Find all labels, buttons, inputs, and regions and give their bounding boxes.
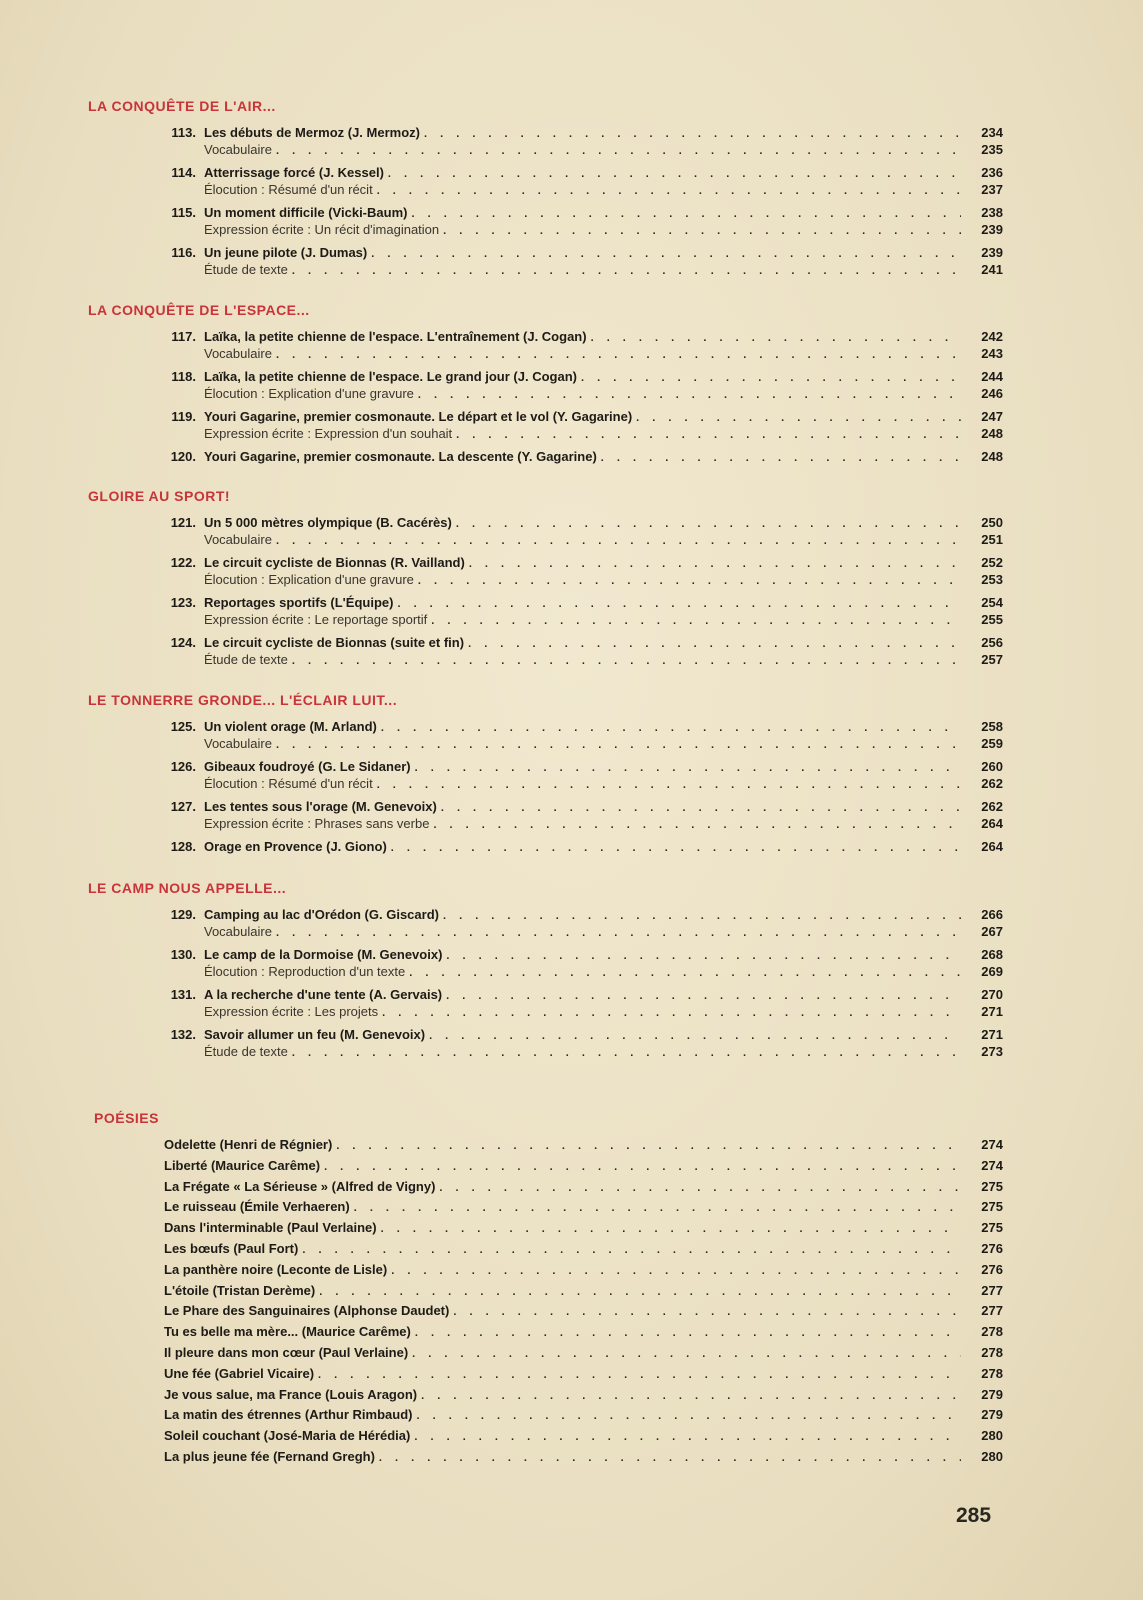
poem-title: Une fée (Gabriel Vicaire) [164, 1365, 315, 1381]
toc-entry [150, 368, 1003, 385]
toc-subentry [204, 141, 1003, 158]
subentry-title: Expression écrite : Un récit d'imagination [204, 222, 440, 237]
leader-dots [433, 817, 961, 834]
subentry-page: 243 [981, 346, 1003, 361]
entry-number: 119. [171, 409, 196, 424]
toc-entry [150, 1026, 1003, 1043]
poem-entry [164, 1261, 1003, 1278]
leader-dots [421, 1388, 961, 1405]
entry-number: 116. [171, 245, 196, 260]
leader-dots [391, 1263, 961, 1280]
entry-page: 238 [981, 205, 1003, 220]
leader-dots [415, 1325, 961, 1342]
poem-title: La plus jeune fée (Fernand Gregh) [164, 1449, 375, 1464]
poem-entry [164, 1344, 1003, 1361]
poem-title: La matin des étrennes (Arthur Rimbaud) [164, 1407, 413, 1423]
leader-dots [377, 183, 961, 200]
entry-page: 264 [981, 839, 1003, 854]
subentry-page: 262 [981, 776, 1003, 791]
poem-title: Il pleure dans mon cœur (Paul Verlaine) [164, 1345, 409, 1360]
section-heading: GLOIRE AU SPORT! [88, 488, 231, 504]
poem-title: Je vous salue, ma France (Louis Aragon) [164, 1386, 418, 1402]
toc-subentry [204, 345, 1003, 362]
entry-page: 252 [981, 555, 1003, 570]
entry-page: 244 [981, 369, 1003, 384]
entry-title: Le circuit cycliste de Bionnas (suite et fin) [204, 635, 465, 650]
leader-dots [292, 653, 961, 670]
subentry-page: 273 [981, 1044, 1003, 1059]
subentry-title: Étude de texte [204, 652, 288, 667]
poem-title: Le Phare des Sanguinaires (Alphonse Daudet) [164, 1303, 450, 1319]
toc-entry [150, 124, 1003, 141]
toc-entry [150, 408, 1003, 425]
leader-dots [318, 1367, 961, 1384]
poem-page: 278 [981, 1365, 1003, 1381]
entry-page: 248 [981, 449, 1003, 464]
leader-dots [377, 777, 961, 794]
entry-title: Un moment difficile (Vicki-Baum) [204, 205, 408, 220]
poem-page: 276 [981, 1261, 1003, 1277]
toc-subentry [204, 571, 1003, 588]
poem-entry [164, 1323, 1003, 1340]
subentry-page: 269 [981, 964, 1003, 979]
subentry-page: 267 [981, 924, 1003, 939]
subentry-title: Vocabulaire [204, 736, 272, 751]
poem-title: Le ruisseau (Émile Verhaeren) [164, 1199, 350, 1215]
leader-dots [418, 573, 961, 590]
toc-entry [150, 204, 1003, 221]
entry-page: 239 [981, 245, 1003, 260]
poem-entry [164, 1406, 1003, 1423]
toc-entry [150, 448, 1003, 465]
entry-page: 268 [981, 947, 1003, 962]
poem-page: 280 [981, 1428, 1003, 1444]
entry-title: A la recherche d'une tente (A. Gervais) [204, 987, 443, 1002]
entry-page: 258 [981, 719, 1003, 734]
subentry-title: Vocabulaire [204, 924, 272, 939]
toc-entry [150, 514, 1003, 531]
entry-title: Gibeaux foudroyé (G. Le Sidaner) [204, 759, 411, 774]
leader-dots [418, 387, 961, 404]
toc-subentry [204, 425, 1003, 442]
poem-entry [164, 1282, 1003, 1299]
poem-page: 279 [981, 1407, 1003, 1423]
leader-dots [276, 925, 961, 942]
poem-entry [164, 1448, 1003, 1465]
toc-entry [150, 838, 1003, 855]
poem-title: Liberté (Maurice Carême) [164, 1157, 321, 1173]
leader-dots [276, 347, 961, 364]
toc-subentry [204, 221, 1003, 238]
page-number: 285 [956, 1504, 992, 1527]
entry-page: 270 [981, 987, 1003, 1002]
toc-subentry [204, 385, 1003, 402]
poem-page: 279 [981, 1386, 1003, 1402]
entry-number: 115. [171, 205, 196, 220]
poem-page: 275 [981, 1220, 1003, 1236]
entry-title: Laïka, la petite chienne de l'espace. L'entraînement (J. Cogan) [204, 329, 587, 344]
toc-subentry [204, 531, 1003, 548]
entry-title: Youri Gagarine, premier cosmonaute. Le départ et le vol (Y. Gagarine) [204, 409, 633, 424]
poem-entry [164, 1240, 1003, 1257]
poem-page: 275 [981, 1178, 1003, 1194]
leader-dots [453, 1304, 961, 1321]
leader-dots [382, 1005, 961, 1022]
leader-dots [354, 1200, 961, 1217]
leader-dots [414, 1429, 961, 1446]
entry-page: 271 [981, 1027, 1003, 1042]
entry-title: Savoir allumer un feu (M. Genevoix) [204, 1027, 426, 1042]
subentry-title: Étude de texte [204, 1044, 288, 1059]
leader-dots [409, 965, 961, 982]
entry-title: Les débuts de Mermoz (J. Mermoz) [204, 125, 420, 140]
section-heading: LE CAMP NOUS APPELLE... [88, 880, 287, 896]
subentry-title: Élocution : Explication d'une gravure [204, 572, 414, 587]
poem-title: La Frégate « La Sérieuse » (Alfred de Vigny) [164, 1178, 436, 1194]
entry-number: 126. [170, 759, 196, 774]
entry-page: 242 [981, 329, 1003, 344]
subentry-page: 257 [981, 652, 1003, 667]
poem-title: Odelette (Henri de Régnier) [164, 1137, 333, 1152]
toc-subentry [204, 735, 1003, 752]
toc-entry [150, 718, 1003, 735]
entry-page: 256 [981, 635, 1003, 650]
subentry-page: 248 [981, 426, 1003, 441]
poem-entry [164, 1136, 1003, 1153]
subentry-title: Expression écrite : Les projets [204, 1004, 379, 1019]
entry-title: Orage en Provence (J. Giono) [204, 839, 387, 854]
poem-entry [164, 1386, 1003, 1403]
leader-dots [456, 427, 961, 444]
entry-page: 254 [981, 595, 1003, 610]
poem-entry [164, 1302, 1003, 1319]
leader-dots [292, 1045, 961, 1062]
section-heading: LE TONNERRE GRONDE... L'ÉCLAIR LUIT... [88, 692, 398, 708]
entry-page: 260 [981, 759, 1003, 774]
section-heading: LA CONQUÊTE DE L'ESPACE... [88, 302, 310, 318]
subentry-page: 255 [981, 612, 1003, 627]
poem-title: L'étoile (Tristan Derème) [164, 1282, 316, 1298]
entry-title: Youri Gagarine, premier cosmonaute. La descente (Y. Gagarine) [204, 449, 597, 464]
leader-dots [439, 1180, 961, 1197]
toc-subentry [204, 815, 1003, 832]
toc-entry [150, 634, 1003, 651]
poem-entry [164, 1365, 1003, 1382]
subentry-page: 264 [981, 816, 1003, 831]
subentry-title: Élocution : Reproduction d'un texte [204, 964, 406, 979]
entry-number: 122. [170, 555, 196, 570]
poem-entry [164, 1427, 1003, 1444]
toc-subentry [204, 775, 1003, 792]
entry-number: 124. [170, 635, 196, 650]
toc-entry [150, 946, 1003, 963]
entry-title: Laïka, la petite chienne de l'espace. Le grand jour (J. Cogan) [204, 369, 577, 384]
poem-entry [164, 1198, 1003, 1215]
toc-entry [150, 594, 1003, 611]
poem-page: 276 [981, 1241, 1003, 1256]
leader-dots [391, 840, 961, 857]
leader-dots [276, 737, 961, 754]
leader-dots [379, 1450, 961, 1467]
entry-page: 250 [981, 515, 1003, 530]
entry-number: 131. [170, 987, 196, 1002]
subentry-page: 241 [981, 262, 1003, 277]
toc-subentry [204, 611, 1003, 628]
toc-subentry [204, 1043, 1003, 1060]
entry-title: Camping au lac d'Orédon (G. Giscard) [204, 907, 439, 922]
subentry-title: Élocution : Résumé d'un récit [204, 776, 373, 791]
entry-page: 234 [981, 125, 1003, 140]
subentry-page: 259 [981, 736, 1003, 751]
subentry-title: Élocution : Résumé d'un récit [204, 182, 373, 197]
poem-entry [164, 1157, 1003, 1174]
subentry-page: 271 [981, 1004, 1003, 1019]
subentry-title: Étude de texte [204, 262, 288, 277]
entry-number: 117. [171, 329, 196, 344]
poem-entry [164, 1219, 1003, 1236]
toc-subentry [204, 963, 1003, 980]
entry-page: 247 [981, 409, 1003, 424]
poem-page: 277 [981, 1282, 1003, 1298]
entry-number: 129. [170, 907, 196, 922]
toc-subentry [204, 651, 1003, 668]
subentry-page: 253 [981, 572, 1003, 587]
poem-page: 280 [981, 1449, 1003, 1464]
entry-title: Un jeune pilote (J. Dumas) [204, 245, 368, 260]
subentry-title: Élocution : Explication d'une gravure [204, 386, 414, 401]
entry-title: Atterrissage forcé (J. Kessel) [204, 165, 384, 180]
leader-dots [319, 1284, 961, 1301]
leader-dots [324, 1159, 961, 1176]
subentry-title: Vocabulaire [204, 532, 272, 547]
subentry-title: Expression écrite : Phrases sans verbe [204, 816, 430, 831]
entry-number: 113. [171, 125, 196, 140]
section-heading: LA CONQUÊTE DE L'AIR... [88, 98, 276, 114]
toc-entry [150, 758, 1003, 775]
toc-subentry [204, 923, 1003, 940]
subentry-title: Expression écrite : Le reportage sportif [204, 612, 428, 627]
subentry-page: 237 [981, 182, 1003, 197]
poem-page: 274 [981, 1137, 1003, 1152]
entry-number: 114. [171, 165, 196, 180]
poem-page: 274 [981, 1157, 1003, 1173]
toc-subentry [204, 1003, 1003, 1020]
entry-title: Les tentes sous l'orage (M. Genevoix) [204, 799, 437, 814]
subentry-page: 251 [981, 532, 1003, 547]
leader-dots [601, 450, 961, 467]
toc-subentry [204, 261, 1003, 278]
entry-number: 120. [170, 449, 196, 464]
poem-title: La panthère noire (Leconte de Lisle) [164, 1261, 388, 1277]
entry-number: 123. [170, 595, 196, 610]
subentry-page: 239 [981, 222, 1003, 237]
poem-title: Tu es belle ma mère... (Maurice Carême) [164, 1324, 411, 1340]
entry-page: 266 [981, 907, 1003, 922]
leader-dots [336, 1138, 961, 1155]
entry-number: 118. [171, 369, 196, 384]
entry-page: 236 [981, 165, 1003, 180]
leader-dots [276, 533, 961, 550]
poem-title: Dans l'interminable (Paul Verlaine) [164, 1220, 377, 1236]
entry-title: Le camp de la Dormoise (M. Genevoix) [204, 947, 443, 962]
toc-subentry [204, 181, 1003, 198]
poem-page: 278 [981, 1345, 1003, 1360]
entry-number: 127. [170, 799, 196, 814]
toc-entry [150, 798, 1003, 815]
entry-title: Le circuit cycliste de Bionnas (R. Vailland) [204, 555, 465, 570]
leader-dots [276, 143, 961, 160]
leader-dots [416, 1408, 961, 1425]
poem-title: Soleil couchant (José-Maria de Hérédia) [164, 1428, 411, 1444]
section-heading: POÉSIES [94, 1110, 159, 1126]
toc-entry [150, 554, 1003, 571]
entry-number: 130. [170, 947, 196, 962]
poem-title: Les bœufs (Paul Fort) [164, 1241, 299, 1256]
entry-page: 262 [981, 799, 1003, 814]
entry-title: Un violent orage (M. Arland) [204, 719, 377, 734]
toc-entry [150, 986, 1003, 1003]
leader-dots [431, 613, 961, 630]
subentry-title: Expression écrite : Expression d'un souhait [204, 426, 453, 441]
leader-dots [381, 1221, 961, 1238]
poem-page: 278 [981, 1324, 1003, 1340]
poem-page: 277 [981, 1303, 1003, 1319]
subentry-page: 246 [981, 386, 1003, 401]
subentry-page: 235 [981, 142, 1003, 157]
leader-dots [302, 1242, 961, 1259]
subentry-title: Vocabulaire [204, 142, 272, 157]
leader-dots [412, 1346, 961, 1363]
toc-entry [150, 244, 1003, 261]
entry-title: Reportages sportifs (L'Équipe) [204, 595, 394, 610]
entry-number: 125. [170, 719, 196, 734]
entry-number: 132. [170, 1027, 196, 1042]
entry-number: 128. [170, 839, 196, 854]
entry-number: 121. [170, 515, 196, 530]
subentry-title: Vocabulaire [204, 346, 272, 361]
toc-entry [150, 328, 1003, 345]
leader-dots [292, 263, 961, 280]
poem-entry [164, 1178, 1003, 1195]
toc-entry [150, 164, 1003, 181]
toc-entry [150, 906, 1003, 923]
poem-page: 275 [981, 1199, 1003, 1215]
leader-dots [443, 223, 961, 240]
entry-title: Un 5 000 mètres olympique (B. Cacérès) [204, 515, 452, 530]
